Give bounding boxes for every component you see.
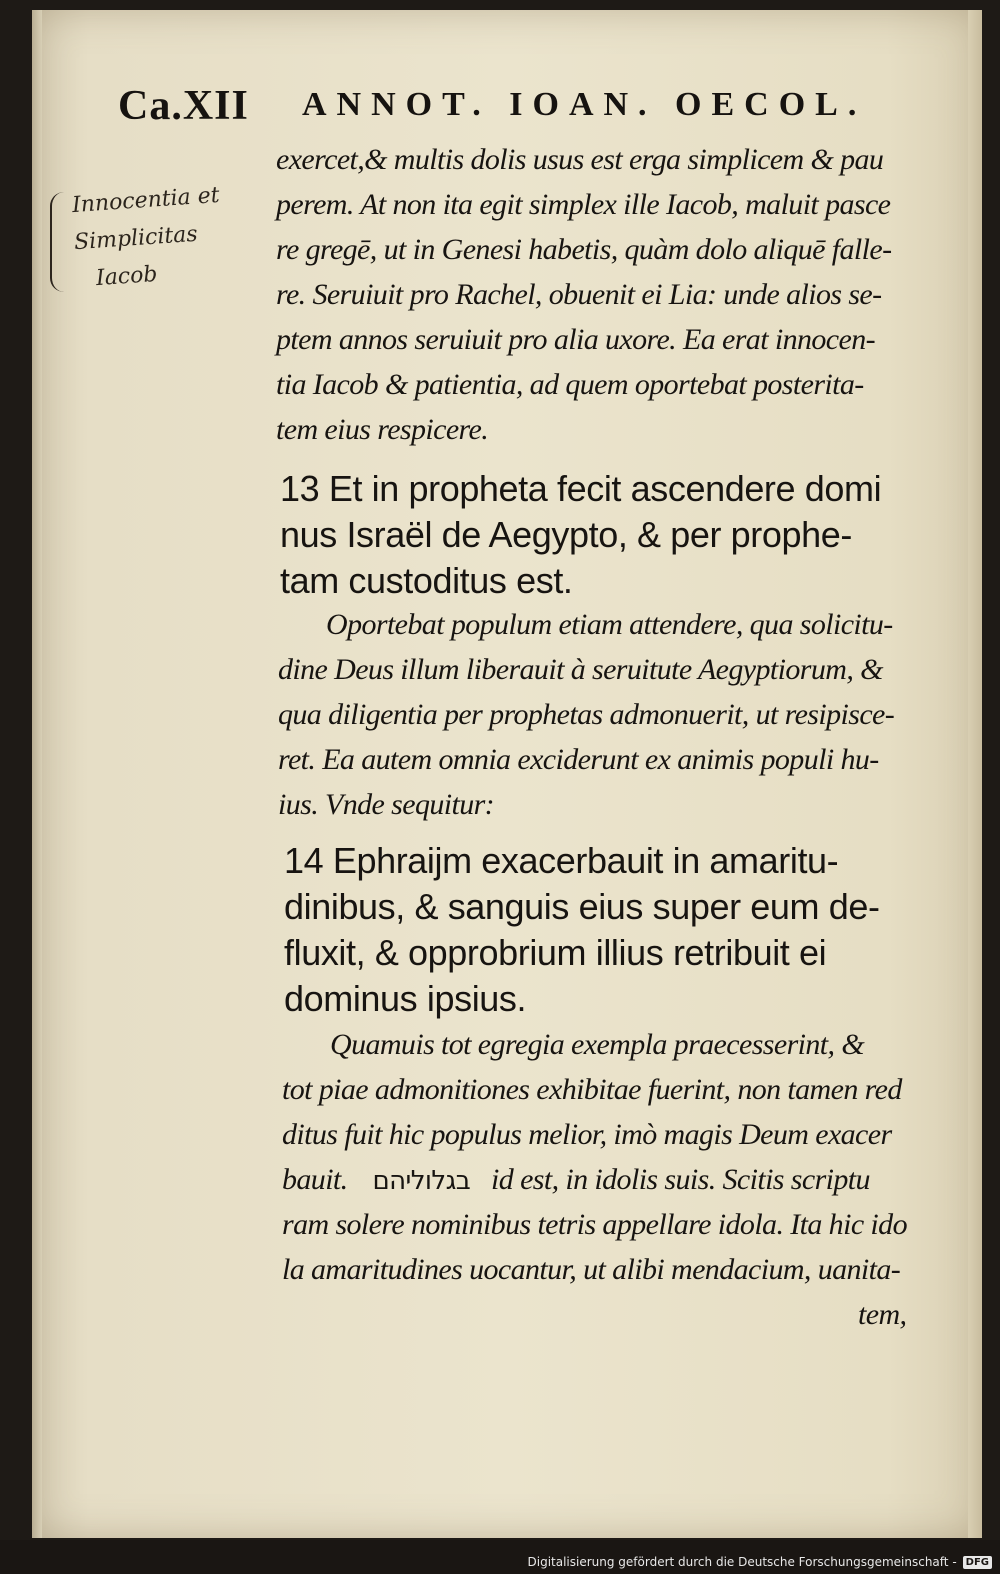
text-line: dine Deus illum liberauit à seruitute Aegyptiorum, &: [278, 653, 883, 686]
text-line: ram solere nominibus tetris appellare idola. Ita hic ido: [282, 1208, 907, 1241]
verse-line: fluxit, & opprobrium illius retribuit ei: [284, 932, 827, 973]
text-line: re gregē, ut in Genesi habetis, quàm dolo aliquē falle-: [276, 233, 892, 266]
verse-line: 13 Et in propheta fecit ascendere domi: [280, 468, 882, 509]
page-header: [118, 82, 918, 132]
text-line: re. Seruiuit pro Rachel, obuenit ei Lia: unde alios se-: [276, 278, 882, 311]
verse-line: nus Israël de Aegypto, & per prophe-: [280, 514, 852, 555]
margin-note-line: Simplicitas: [73, 221, 199, 256]
margin-note-line: Innocentia et: [71, 182, 221, 219]
page-gutter: [32, 10, 42, 1538]
text-line: ius. Vnde sequitur:: [278, 788, 495, 821]
dfg-logo: DFG: [963, 1556, 992, 1569]
handwritten-margin-note: [48, 180, 278, 300]
verse-line: dinibus, & sanguis eius super eum de-: [284, 886, 880, 927]
page-fore-edge: [968, 10, 982, 1538]
text-line: Quamuis tot egregia exempla praecesserint, &: [330, 1028, 865, 1061]
text-line: perem. At non ita egit simplex ille Iacob, maluit pasce: [276, 188, 891, 221]
text-line: tem eius respicere.: [276, 413, 489, 446]
text-line-with-hebrew: [282, 1163, 870, 1197]
text-line: ptem annos seruiuit pro alia uxore. Ea erat innocen-: [276, 323, 875, 356]
text-line: qua diligentia per prophetas admonuerit, ut resipisce-: [278, 698, 895, 731]
verse-line: 14 Ephraijm exacerbauit in amaritu-: [284, 840, 839, 881]
text-line: tot piae admonitiones exhibitae fuerint, non tamen red: [282, 1073, 902, 1106]
verse-line: tam custoditus est.: [280, 560, 573, 601]
catchword: tem,: [858, 1298, 907, 1331]
text-fragment: bauit.: [282, 1163, 348, 1196]
digitization-credit: [528, 1553, 993, 1571]
text-line: ditus fuit hic populus melior, imò magis Deum exacer: [282, 1118, 892, 1151]
text-line: exercet,& multis dolis usus est erga simplicem & pau: [276, 143, 884, 176]
running-title: ANNOT. IOAN. OECOL.: [302, 86, 867, 123]
text-line: Oportebat populum etiam attendere, qua solicitu-: [326, 608, 893, 641]
text-fragment: id est, in idolis suis. Scitis scriptu: [491, 1163, 870, 1196]
text-line: ret. Ea autem omnia exciderunt ex animis populi hu-: [278, 743, 879, 776]
credit-text: Digitalisierung gefördert durch die Deutsche Forschungsgemeinschaft -: [527, 1555, 957, 1569]
text-line: tia Iacob & patientia, ad quem oportebat posterita-: [276, 368, 864, 401]
margin-note-line: Iacob: [95, 261, 159, 292]
hebrew-word: בגלוליהם: [372, 1166, 471, 1196]
text-line: la amaritudines uocantur, ut alibi mendacium, uanita-: [282, 1253, 901, 1286]
verse-line: dominus ipsius.: [284, 978, 527, 1019]
chapter-number: Ca.XII: [118, 83, 249, 129]
